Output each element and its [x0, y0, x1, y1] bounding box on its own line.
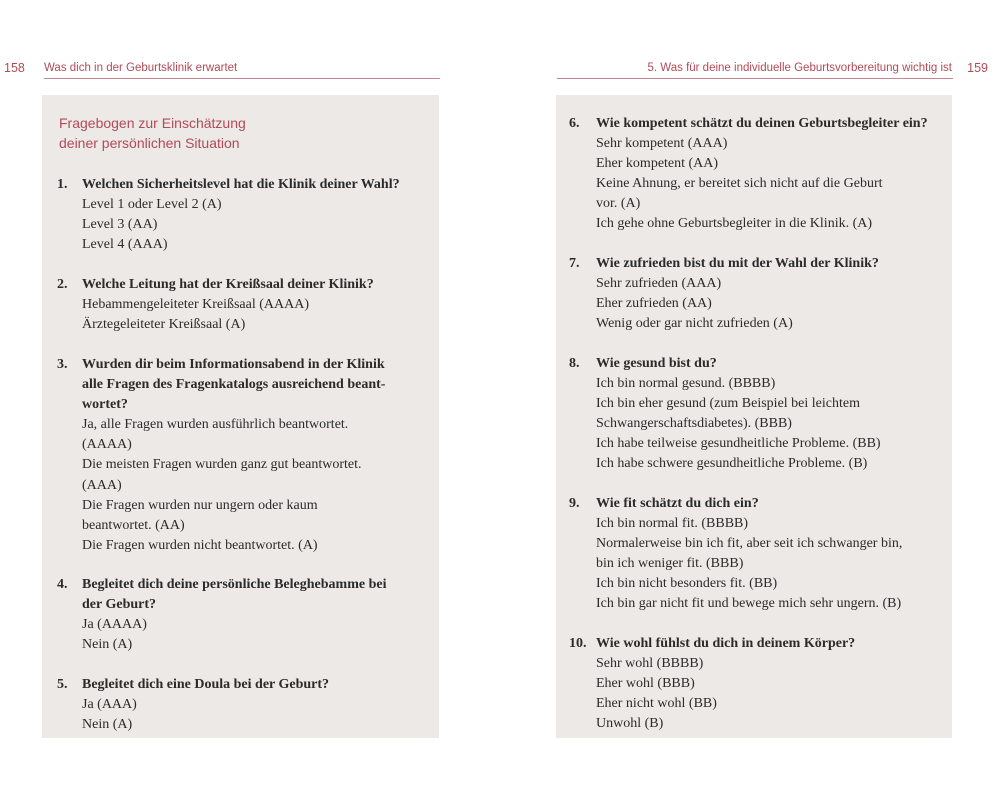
question-number: 4.	[57, 577, 68, 592]
answer-options	[82, 615, 429, 655]
question-title-line: Wie wohl fühlst du dich in deinem Körper?	[596, 636, 856, 651]
answer-options	[596, 374, 943, 474]
questionnaire-panel-left	[42, 95, 439, 738]
left-page-number: 158	[4, 61, 25, 75]
question-number: 1.	[57, 177, 68, 192]
answer-options	[596, 514, 943, 614]
question-title-line: Begleitet dich deine persönliche Beleghebamme bei	[82, 577, 387, 592]
question-title	[82, 575, 429, 615]
question-3	[57, 355, 429, 556]
answer-option: Normalerweise bin ich fit, aber seit ich schwanger bin,	[596, 536, 903, 552]
answer-option: (AAAA)	[82, 437, 132, 453]
answer-option: Wenig oder gar nicht zufrieden (A)	[596, 316, 793, 332]
question-title-line: Welchen Sicherheitslevel hat die Klinik deiner Wahl?	[82, 177, 400, 192]
answer-option: Ich bin nicht besonders fit. (BB)	[596, 576, 778, 592]
question-title	[596, 634, 943, 654]
answer-option: Ja (AAA)	[82, 697, 137, 713]
question-title	[596, 494, 943, 514]
question-number: 7.	[569, 256, 580, 271]
question-number: 8.	[569, 356, 580, 371]
answer-option: Ich bin gar nicht fit und bewege mich sehr ungern. (B)	[596, 596, 902, 612]
question-title-line: Wie zufrieden bist du mit der Wahl der Klinik?	[596, 256, 879, 271]
question-title-line: Begleitet dich eine Doula bei der Geburt?	[82, 677, 330, 692]
question-title-line: alle Fragen des Fragenkatalogs ausreichend beant-	[82, 377, 386, 393]
answer-option: bin ich weniger fit. (BBB)	[596, 556, 744, 572]
question-number: 10.	[569, 636, 587, 651]
question-title-line: Welche Leitung hat der Kreißsaal deiner Klinik?	[82, 277, 374, 292]
answer-option: Die meisten Fragen wurden ganz gut beantwortet.	[82, 457, 362, 473]
question-title	[82, 675, 429, 695]
question-6	[571, 114, 943, 235]
answer-options	[82, 295, 429, 335]
answer-option: Ja, alle Fragen wurden ausführlich beantwortet.	[82, 417, 349, 433]
answer-option: Sehr kompetent (AAA)	[596, 136, 728, 152]
answer-option: Ja (AAAA)	[82, 617, 147, 633]
answer-options	[82, 695, 429, 735]
answer-option: Ich gehe ohne Geburtsbegleiter in die Klinik. (A)	[596, 216, 873, 232]
answer-option: Hebammengeleiteter Kreißsaal (AAAA)	[82, 297, 310, 313]
question-number: 9.	[569, 496, 580, 511]
question-title-line: Wie fit schätzt du dich ein?	[596, 496, 759, 511]
question-4	[57, 575, 429, 655]
answer-option: Ich bin normal gesund. (BBBB)	[596, 376, 776, 392]
answer-options	[82, 195, 429, 255]
answer-option: Sehr wohl (BBBB)	[596, 656, 704, 672]
answer-option: Ich bin normal fit. (BBBB)	[596, 516, 749, 532]
answer-option: Eher zufrieden (AA)	[596, 296, 712, 312]
question-title-line: wortet?	[82, 397, 128, 413]
right-page-number: 159	[967, 61, 988, 75]
question-number: 2.	[57, 277, 68, 292]
left-header-rule	[44, 78, 440, 79]
questionnaire-panel-right	[556, 95, 952, 738]
answer-option: Ich habe schwere gesundheitliche Probleme. (B)	[596, 456, 868, 472]
left-running-head	[0, 58, 440, 78]
answer-option: beantwortet. (AA)	[82, 517, 185, 533]
answer-option: Eher wohl (BBB)	[596, 676, 695, 692]
question-title	[82, 355, 429, 415]
right-running-head	[557, 58, 1000, 78]
answer-option: Level 4 (AAA)	[82, 237, 168, 253]
question-title-line: der Geburt?	[82, 597, 157, 613]
answer-option: Nein (A)	[82, 637, 133, 653]
answer-option: Level 1 oder Level 2 (A)	[82, 197, 222, 213]
questionnaire-heading-line: deiner persönlichen Situation	[59, 135, 240, 151]
answer-option: (AAA)	[82, 477, 122, 493]
question-number: 5.	[57, 677, 68, 692]
question-title	[82, 175, 429, 195]
left-running-head-title: Was dich in der Geburtsklinik erwartet	[44, 62, 238, 74]
question-title	[596, 254, 943, 274]
answer-option: Keine Ahnung, er bereitet sich nicht auf die Geburt	[596, 176, 883, 192]
question-number: 6.	[569, 116, 580, 131]
answer-option: Unwohl (B)	[596, 716, 664, 732]
answer-option: Level 3 (AA)	[82, 217, 158, 233]
question-10	[571, 634, 943, 734]
question-title-line: Wie kompetent schätzt du deinen Geburtsbegleiter ein?	[596, 116, 928, 131]
answer-option: Sehr zufrieden (AAA)	[596, 276, 722, 292]
question-title-line: Wurden dir beim Informationsabend in der Klinik	[82, 357, 385, 372]
question-title	[596, 114, 943, 134]
answer-option: vor. (A)	[596, 196, 641, 212]
answer-options	[82, 415, 429, 556]
questionnaire-heading-line: Fragebogen zur Einschätzung	[59, 115, 246, 131]
question-7	[571, 254, 943, 334]
answer-option: Nein (A)	[82, 717, 133, 733]
question-number: 3.	[57, 357, 68, 372]
questionnaire-heading	[59, 113, 246, 153]
question-9	[571, 494, 943, 615]
answer-option: Eher nicht wohl (BB)	[596, 696, 717, 712]
right-header-rule	[557, 78, 953, 79]
question-5	[57, 675, 429, 735]
question-title-line: Wie gesund bist du?	[596, 356, 717, 371]
question-8	[571, 354, 943, 475]
answer-option: Ich bin eher gesund (zum Beispiel bei leichtem	[596, 396, 860, 412]
answer-option: Die Fragen wurden nur ungern oder kaum	[82, 497, 318, 513]
question-title	[596, 354, 943, 374]
question-1	[57, 175, 429, 255]
answer-options	[596, 654, 943, 734]
answer-option: Die Fragen wurden nicht beantwortet. (A)	[82, 537, 318, 553]
answer-option: Eher kompetent (AA)	[596, 156, 719, 172]
right-running-head-title: 5. Was für deine individuelle Geburtsvorbereitung wichtig ist	[647, 62, 952, 74]
question-2	[57, 275, 429, 335]
answer-option: Schwangerschaftsdiabetes). (BBB)	[596, 416, 792, 432]
answer-options	[596, 274, 943, 334]
answer-option: Ich habe teilweise gesundheitliche Probleme. (BB)	[596, 436, 881, 452]
question-title	[82, 275, 429, 295]
answer-option: Ärztegeleiteter Kreißsaal (A)	[82, 317, 246, 333]
answer-options	[596, 134, 943, 234]
